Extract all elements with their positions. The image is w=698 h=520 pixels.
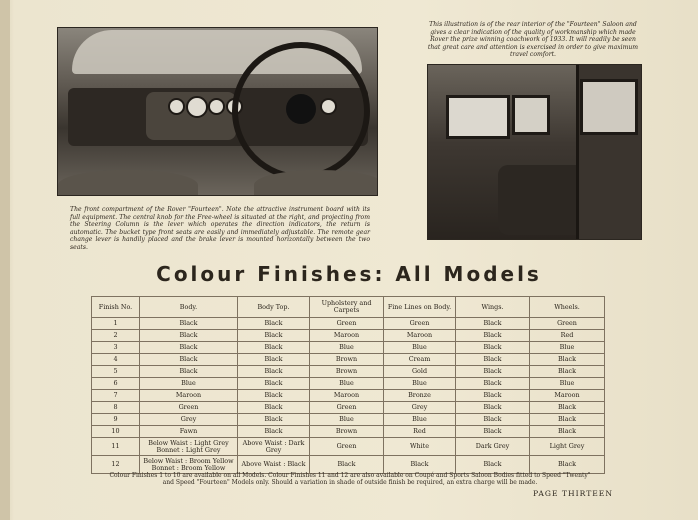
wheels-colour: Black xyxy=(530,456,605,474)
body-colour: Black xyxy=(140,354,238,366)
upholstery-colour: Green xyxy=(310,318,384,330)
fine-lines-colour: White xyxy=(384,438,456,456)
body-top-colour: Black xyxy=(238,342,310,354)
body-colour: Grey xyxy=(140,414,238,426)
upholstery-colour: Maroon xyxy=(310,390,384,402)
fine-lines-colour: Bronze xyxy=(384,390,456,402)
fine-lines-colour: Gold xyxy=(384,366,456,378)
body-top-colour: Black xyxy=(238,378,310,390)
fine-lines-colour: Black xyxy=(384,456,456,474)
page-number: PAGE THIRTEEN xyxy=(533,489,613,498)
body-colour: Black xyxy=(140,366,238,378)
finish-number: 6 xyxy=(92,378,140,390)
wheels-colour: Maroon xyxy=(530,390,605,402)
table-row xyxy=(92,354,605,366)
body-top-colour: Black xyxy=(238,330,310,342)
fine-lines-colour: Red xyxy=(384,426,456,438)
body-top-colour: Above Waist : Black xyxy=(238,456,310,474)
wings-colour: Black xyxy=(456,378,530,390)
gauge-icon xyxy=(208,98,225,115)
body-colour: Green xyxy=(140,402,238,414)
body-colour: Black xyxy=(140,342,238,354)
page-binding xyxy=(0,0,10,520)
upholstery-colour: Brown xyxy=(310,366,384,378)
wheels-colour: Black xyxy=(530,426,605,438)
header-body-top: Body Top. xyxy=(238,297,310,318)
wings-colour: Black xyxy=(456,354,530,366)
wheels-colour: Black xyxy=(530,354,605,366)
upholstery-colour: Blue xyxy=(310,414,384,426)
wheels-colour: Black xyxy=(530,366,605,378)
section-title: Colour Finishes: All Models xyxy=(156,262,542,286)
table-row xyxy=(92,426,605,438)
steering-hub xyxy=(286,94,316,124)
front-photo-caption: The front compartment of the Rover "Fourteen". Note the attractive instrument board with its full equipment. The central knob for the Free-wheel is situated at the right, and projecting from the Steering Column is the lever which operates the direction indicators, the return is automatic. The bucket type front seats are easily and immediately adjustable. The remote gear change lever is handily placed and the brake lever is mounted horizontally between the two seats. xyxy=(70,206,370,251)
finish-number: 2 xyxy=(92,330,140,342)
upholstery-colour: Brown xyxy=(310,426,384,438)
fine-lines-colour: Blue xyxy=(384,414,456,426)
table-row xyxy=(92,390,605,402)
body-top-colour: Black xyxy=(238,354,310,366)
header-wings: Wings. xyxy=(456,297,530,318)
header-body: Body. xyxy=(140,297,238,318)
finish-number: 8 xyxy=(92,402,140,414)
body-top-colour: Black xyxy=(238,366,310,378)
front-seat-right xyxy=(254,170,378,196)
fine-lines-colour: Blue xyxy=(384,342,456,354)
finish-number: 10 xyxy=(92,426,140,438)
body-top-colour: Black xyxy=(238,426,310,438)
wheels-colour: Black xyxy=(530,402,605,414)
wings-colour: Black xyxy=(456,390,530,402)
fine-lines-colour: Cream xyxy=(384,354,456,366)
table-row xyxy=(92,342,605,354)
header-wheels: Wheels. xyxy=(530,297,605,318)
table-row xyxy=(92,366,605,378)
upholstery-colour: Brown xyxy=(310,354,384,366)
wheels-colour: Red xyxy=(530,330,605,342)
wings-colour: Dark Grey xyxy=(456,438,530,456)
header-fine-lines: Fine Lines on Body. xyxy=(384,297,456,318)
wings-colour: Black xyxy=(456,342,530,354)
wheels-colour: Green xyxy=(530,318,605,330)
wheels-colour: Black xyxy=(530,414,605,426)
body-colour: Black xyxy=(140,318,238,330)
finish-number: 12 xyxy=(92,456,140,474)
header-upholstery: Upholstery and Carpets xyxy=(310,297,384,318)
door-window xyxy=(580,79,638,135)
table-row xyxy=(92,414,605,426)
availability-note: Colour Finishes 1 to 10 are available on all Models. Colour Finishes 11 and 12 are also available on Coupé and Sports Saloon Bodies fitted to Speed "Twenty" and Speed "Fourteen" Models only. Should a variation in shade of outside finish be required, an extra charge will be made. xyxy=(109,472,591,487)
table-row xyxy=(92,438,605,456)
gauge-icon xyxy=(168,98,185,115)
upholstery-colour: Blue xyxy=(310,342,384,354)
finish-number: 1 xyxy=(92,318,140,330)
fine-lines-colour: Green xyxy=(384,318,456,330)
rear-seat xyxy=(498,165,588,235)
table-row xyxy=(92,318,605,330)
table-row xyxy=(92,402,605,414)
upholstery-colour: Black xyxy=(310,456,384,474)
body-colour: Below Waist : Broom Yellow Bonnet : Broom Yellow xyxy=(140,456,238,474)
header-finish-no: Finish No. xyxy=(92,297,140,318)
finish-number: 9 xyxy=(92,414,140,426)
table-row xyxy=(92,378,605,390)
fine-lines-colour: Blue xyxy=(384,378,456,390)
rear-interior-photo xyxy=(427,64,642,240)
body-top-colour: Above Waist : Dark Grey xyxy=(238,438,310,456)
wheels-colour: Light Grey xyxy=(530,438,605,456)
front-seat-left xyxy=(58,170,198,196)
wings-colour: Black xyxy=(456,366,530,378)
fine-lines-colour: Grey xyxy=(384,402,456,414)
upholstery-colour: Maroon xyxy=(310,330,384,342)
body-top-colour: Black xyxy=(238,402,310,414)
upholstery-colour: Blue xyxy=(310,378,384,390)
rear-window xyxy=(446,95,510,139)
body-colour: Blue xyxy=(140,378,238,390)
wings-colour: Black xyxy=(456,414,530,426)
body-top-colour: Black xyxy=(238,318,310,330)
finish-number: 5 xyxy=(92,366,140,378)
body-top-colour: Black xyxy=(238,414,310,426)
wings-colour: Black xyxy=(456,318,530,330)
finish-number: 4 xyxy=(92,354,140,366)
finish-number: 11 xyxy=(92,438,140,456)
table-header-row xyxy=(92,297,605,318)
table-row xyxy=(92,456,605,474)
upholstery-colour: Green xyxy=(310,438,384,456)
body-colour: Maroon xyxy=(140,390,238,402)
rear-photo-caption: This illustration is of the rear interior of the "Fourteen" Saloon and gives a clear indication of the quality of workmanship which made Rover the prize winning coachwork of 1933. It will readily be seen that great care and attention is exercised in order to give maximum travel comfort. xyxy=(427,21,639,59)
finish-number: 7 xyxy=(92,390,140,402)
wings-colour: Black xyxy=(456,426,530,438)
body-colour: Black xyxy=(140,330,238,342)
rear-quarter-window xyxy=(512,95,550,135)
wings-colour: Black xyxy=(456,456,530,474)
wings-colour: Black xyxy=(456,330,530,342)
finish-number: 3 xyxy=(92,342,140,354)
fine-lines-colour: Maroon xyxy=(384,330,456,342)
speedometer-icon xyxy=(186,96,208,118)
front-compartment-photo xyxy=(57,27,378,196)
table-row xyxy=(92,330,605,342)
wings-colour: Black xyxy=(456,402,530,414)
body-colour: Fawn xyxy=(140,426,238,438)
body-top-colour: Black xyxy=(238,390,310,402)
wheels-colour: Blue xyxy=(530,342,605,354)
upholstery-colour: Green xyxy=(310,402,384,414)
wheels-colour: Blue xyxy=(530,378,605,390)
colour-finishes-table xyxy=(91,296,605,474)
body-colour: Below Waist : Light Grey Bonnet : Light Grey xyxy=(140,438,238,456)
